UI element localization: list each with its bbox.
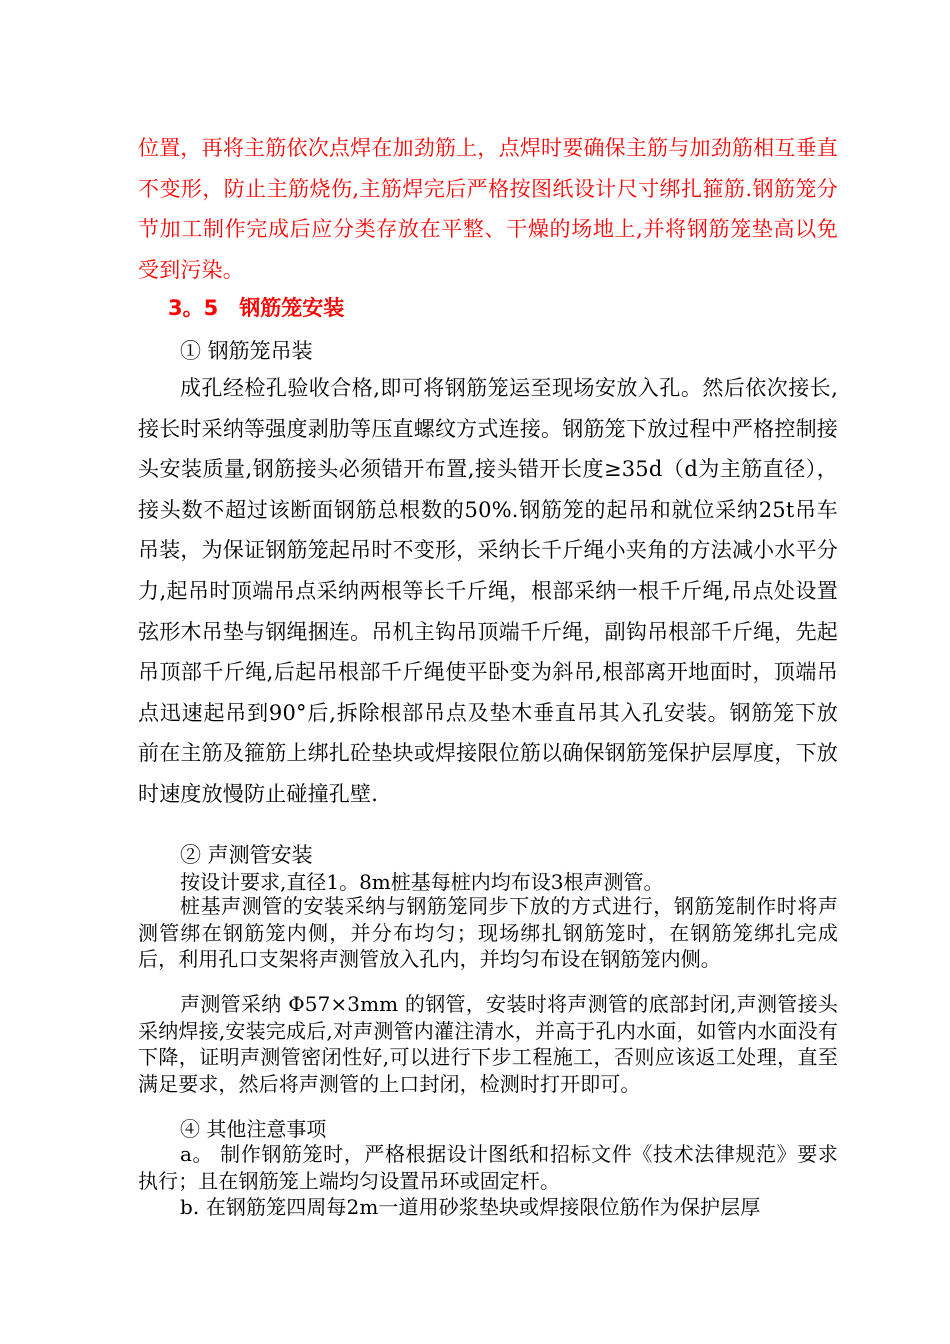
sonic-tube-paragraph-1: 桩基声测管的安装采纳与钢筋笼同步下放的方式进行，钢筋笼制作时将声测管绑在钢筋笼内侧，并分布均匀；现场绑扎钢筋笼时，在钢筋笼绑扎完成后，利用孔口支架将声测管放入孔内，并均匀布设在钢筋笼内侧。: [138, 894, 838, 971]
subsection-title-sonic-tube: ② 声测管安装: [180, 843, 313, 867]
other-notes-item-a-block: [138, 1141, 838, 1194]
cage-lifting-paragraph: 成孔经检孔验收合格,即可将钢筋笼运至现场安放入孔。然后依次接长,接长时采纳等强度剥肋等压直螺纹方式连接。钢筋笼下放过程中严格控制接头安装质量,钢筋接头必须错开布置,接头错开长度≥35d（d为主筋直径），接头数不超过该断面钢筋总根数的50%.钢筋笼的起吊和就位采纳25t吊车吊装，为保证钢筋笼起吊时不变形，采纳长千斤绳小夹角的方法减小水平分力,起吊时顶端吊点采纳两根等长千斤绳，根部采纳一根千斤绳,吊点处设置弦形木吊垫与钢绳捆连。吊机主钩吊顶端千斤绳，副钩吊根部千斤绳，先起吊顶部千斤绳,后起吊根部千斤绳使平卧变为斜吊,根部离开地面时，顶端吊点迅速起吊到90°后,拆除根部吊点及垫木垂直吊其入孔安装。钢筋笼下放前在主筋及箍筋上绑扎砼垫块或焊接限位筋以确保钢筋笼保护层厚度，下放时速度放慢防止碰撞孔壁.: [138, 376, 838, 806]
sonic-tube-paragraph1-block: [138, 893, 838, 973]
subsection-title-other-notes: ④ 其他注意事项: [180, 1117, 327, 1141]
intro-paragraph-block: [138, 128, 838, 290]
sonic-tube-paragraph-2: 声测管采纳 Φ57×3mm 的钢管，安装时将声测管的底部封闭,声测管接头采纳焊接,安装完成后,对声测管内灌注清水，并高于孔内水面，如管内水面没有下降，证明声测管密闭性好,可以进行下步工程施工，否则应该返工处理，直至满足要求，然后将声测管的上口封闭，检测时打开即可。: [138, 992, 838, 1096]
other-notes-item-a: a。 制作钢筋笼时，严格根据设计图纸和招标文件《技术法律规范》要求执行；且在钢筋笼上端均匀设置吊环或固定杆。: [138, 1142, 838, 1193]
section-heading: 3。5 钢筋笼安装: [168, 296, 345, 320]
other-notes-item-b: b. 在钢筋笼四周每2m一道用砂浆垫块或焊接限位筋作为保护层厚: [180, 1195, 761, 1219]
other-notes-item-b-block: [138, 1194, 838, 1221]
sonic-tube-paragraph2-block: [138, 991, 838, 1097]
sonic-tube-requirement-line: 按设计要求,直径1。8m桩基每桩内均布设3根声测管。: [180, 870, 664, 894]
subsection-title-cage-lifting: ① 钢筋笼吊装: [180, 339, 313, 363]
cage-lifting-paragraph-block: [138, 368, 838, 815]
intro-paragraph: 位置，再将主筋依次点焊在加劲筋上，点焊时要确保主筋与加劲筋相互垂直不变形，防止主筋烧伤,主筋焊完后严格按图纸设计尺寸绑扎箍筋.钢筋笼分节加工制作完成后应分类存放在平整、干燥的场地上,并将钢筋笼垫高以免受到污染。: [138, 136, 838, 282]
